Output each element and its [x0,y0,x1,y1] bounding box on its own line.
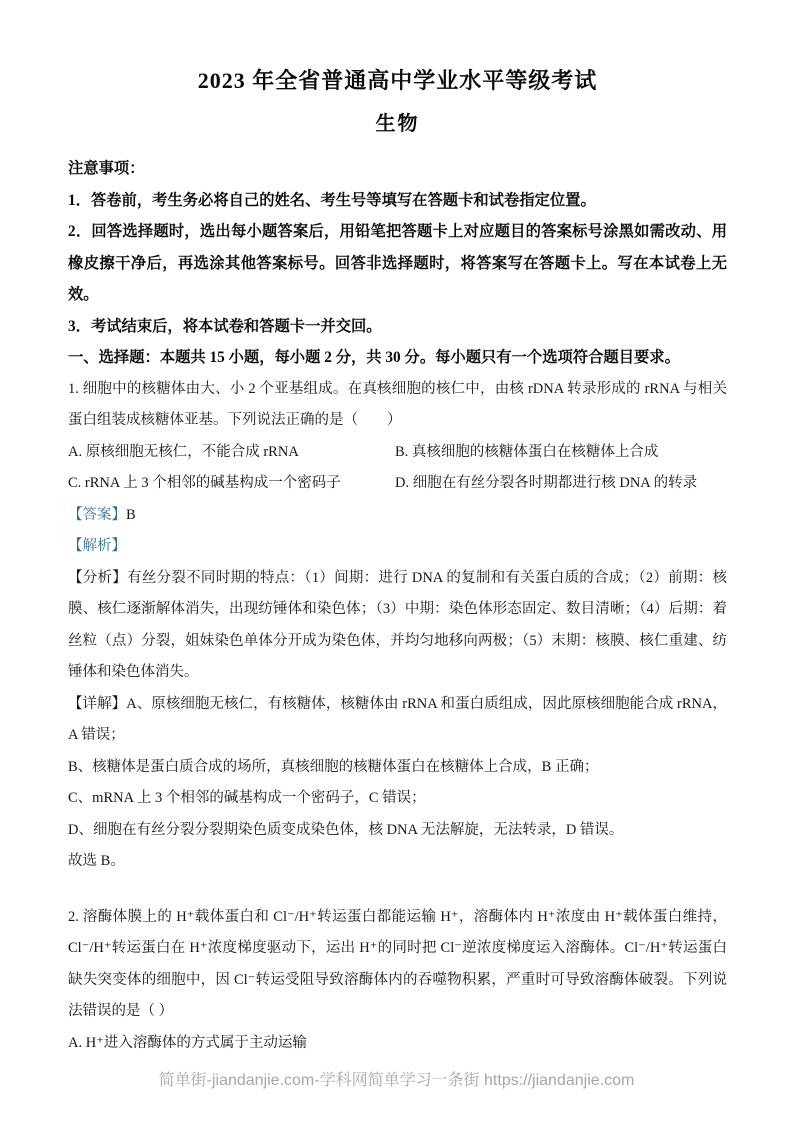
question-1-block [68,374,727,878]
notice-section [68,153,727,342]
notice-heading: 注意事项： [68,160,145,177]
page-title: 2023 年全省普通高中学业水平等级考试 [197,68,598,93]
notice-item-2: 2．回答选择题时，选出每小题答案后，用铅笔把答题卡上对应题目的答案标号涂黑如需改动、用橡皮擦干净后，再选涂其他答案标号。回答非选择题时，将答案写在答题卡上。写在本试卷上无效。 [68,223,727,303]
subject-title: 生物 [375,113,420,135]
analysis-label-line [68,531,727,563]
analysis-paragraph: 【分析】有丝分裂不同时期的特点：（1）间期：进行 DNA 的复制和有关蛋白质的合成；（2）前期：核膜、核仁逐渐解体消失，出现纺锤体和染色体；（3）中期：染色体形态固定、数目清晰；（4）后期：着丝粒（点）分裂，姐妹染色单体分开成为染色体，并均匀地移向两极；（5）末期：核膜、核仁重建、纺锤体和染色体消失。 [68,569,727,680]
detail-paragraph-a: 【详解】A、原核细胞无核仁，有核糖体，核糖体由 rRNA 和蛋白质组成，因此原核细胞能合成 rRNA，A 错误； [68,695,727,743]
answer-label: 【答案】 [68,506,126,523]
option-d: D. 细胞在有丝分裂各时期都进行核 DNA 的转录 [395,475,698,491]
answer-line [68,500,727,532]
page-footer-watermark: 简单街-jiandanjie.com-学科网简单学习一条街 https://jiandanjie.com [158,1072,635,1089]
question-2-stem: 2. 溶酶体膜上的 H⁺载体蛋白和 Cl⁻/H⁺转运蛋白都能运输 H⁺，溶酶体内 H⁺浓度由 H⁺载体蛋白维持，Cl⁻/H⁺转运蛋白在 H⁺浓度梯度驱动下，运出 H⁺的同时把 Cl⁻逆浓度梯度运入溶酶体。Cl⁻/H⁺转运蛋白缺失突变体的细胞中，因 Cl⁻转运受阻导致溶酶体内的吞噬物积累，严重时可导致溶酶体破裂。下列说法错误的是（ ） [68,908,727,1019]
question-2-block [68,902,727,1060]
question-2-option-a: A. H⁺进入溶酶体的方式属于主动运输 [68,1034,307,1051]
section-heading: 一、选择题：本题共 15 小题，每小题 2 分，共 30 分。每小题只有一个选项符合题目要求。 [68,349,680,366]
detail-paragraph-b: B、核糖体是蛋白质合成的场所，真核细胞的核糖体蛋白在核糖体上合成，B 正确； [68,758,599,775]
analysis-label: 【解析】 [68,538,126,554]
notice-item-3: 3．考试结束后，将本试卷和答题卡一并交回。 [68,317,382,335]
detail-paragraph-c: C、mRNA 上 3 个相邻的碱基构成一个密码子，C 错误； [68,790,426,806]
option-b: B. 真核细胞的核糖体蛋白在核糖体上合成 [395,443,659,460]
question-1-stem: 1. 细胞中的核糖体由大、小 2 个亚基组成。在真核细胞的核仁中，由核 rDNA 转录形成的 rRNA 与相关蛋白组装成核糖体亚基。下列说法正确的是（ ） [68,380,727,428]
option-c: C. rRNA 上 3 个相邻的碱基构成一个密码子 [68,475,341,491]
answer-value: B [126,506,136,523]
detail-paragraph-d: D、细胞在有丝分裂分裂期染色质变成染色体，核 DNA 无法解旋，无法转录，D 错误。 [68,821,624,838]
detail-conclusion: 故选 B。 [68,853,125,869]
option-a: A. 原核细胞无核仁，不能合成 rRNA [68,443,299,460]
question-1-options [68,437,727,500]
notice-item-1: 1．答卷前，考生务必将自己的姓名、考生号等填写在答题卡和试卷指定位置。 [68,191,596,209]
